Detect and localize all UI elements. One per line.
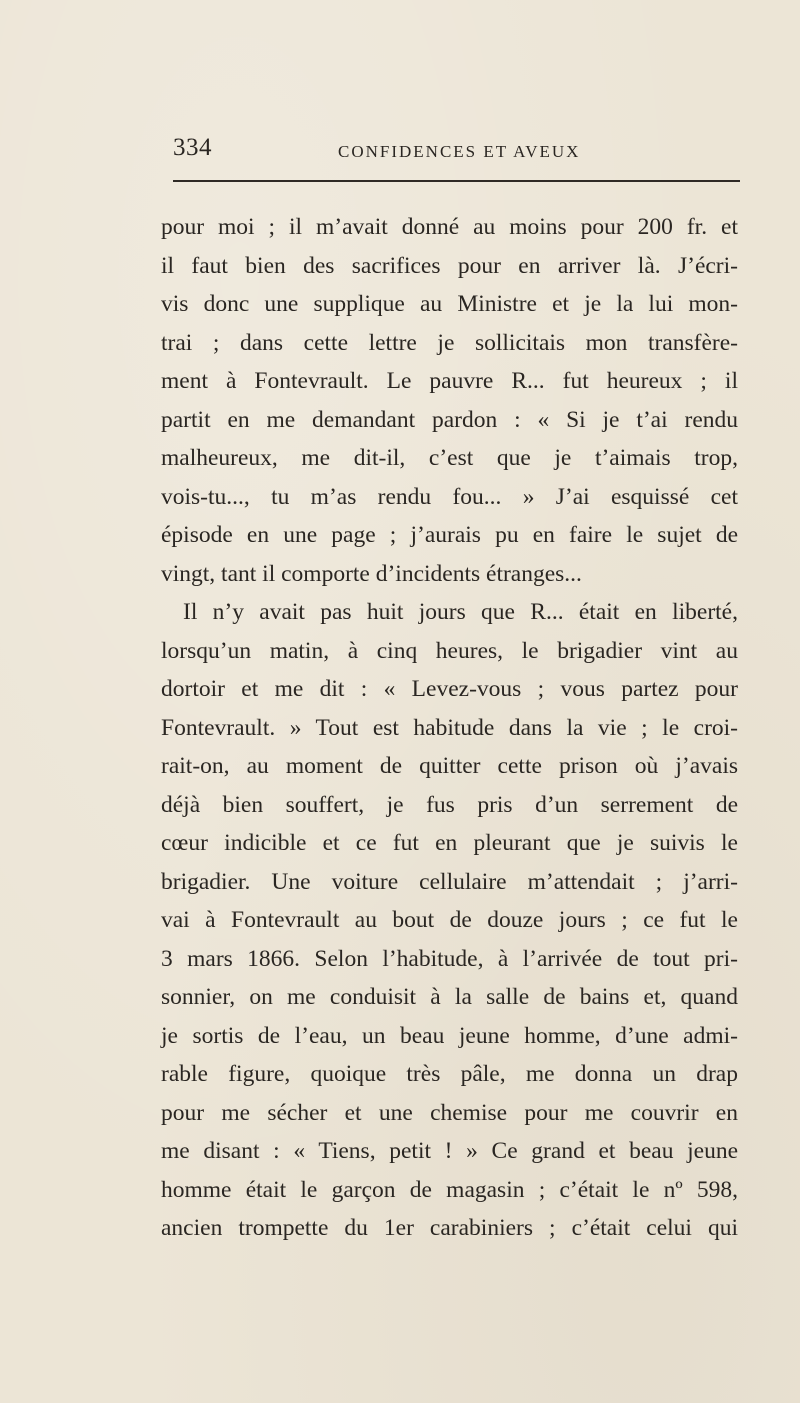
text-line: vis donc une supplique au Ministre et je la lui mon-: [161, 291, 738, 317]
text-line: déjà bien souffert, je fus pris d’un serrement de: [161, 791, 738, 818]
text-line: cœur indicible et ce fut en pleurant que je suivis le: [161, 830, 738, 856]
text-line: Fontevrault. » Tout est habitude dans la vie ; le croi-: [161, 714, 738, 741]
text-line: ment à Fontevrault. Le pauvre R... fut heureux ; il: [161, 368, 738, 394]
running-head: [173, 134, 739, 174]
text-line: vois-tu..., tu m’as rendu fou... » J’ai esquissé cet: [161, 483, 738, 510]
text-line: rable figure, quoique très pâle, me donna un drap: [161, 1061, 738, 1087]
header-rule: [173, 180, 740, 182]
text-line: 3 mars 1866. Selon l’habitude, à l’arrivée de tout pri-: [161, 945, 738, 972]
text-line: sonnier, on me conduisit à la salle de bains et, quand: [161, 984, 738, 1010]
text-line: dortoir et me dit : « Levez-vous ; vous partez pour: [161, 676, 738, 702]
text-line: brigadier. Une voiture cellulaire m’attendait ; j’arri-: [161, 868, 738, 895]
text-line: ancien trompette du 1er carabiniers ; c’était celui qui: [161, 1215, 738, 1241]
body-text: [161, 208, 738, 1248]
text-line: lorsqu’un matin, à cinq heures, le brigadier vint au: [161, 637, 738, 664]
text-line: je sortis de l’eau, un beau jeune homme, d’une admi-: [161, 1022, 738, 1049]
text-line: épisode en une page ; j’aurais pu en faire le sujet de: [161, 522, 738, 548]
text-line: partit en me demandant pardon : « Si je t’ai rendu: [161, 406, 738, 433]
text-line: pour me sécher et une chemise pour me couvrir en: [161, 1099, 738, 1126]
running-title: CONFIDENCES ET AVEUX: [338, 142, 581, 161]
text-line: vingt, tant il comporte d’incidents étranges...: [161, 560, 582, 587]
text-line: trai ; dans cette lettre je sollicitais mon transfère-: [161, 329, 738, 356]
text-line: homme était le garçon de magasin ; c’était le nº 598,: [161, 1176, 738, 1203]
text-line: Il n’y avait pas huit jours que R... était en liberté,: [183, 599, 738, 625]
text-line: me disant : « Tiens, petit ! » Ce grand et beau jeune: [161, 1138, 738, 1164]
text-line: rait-on, au moment de quitter cette prison où j’avais: [161, 753, 738, 779]
text-line: malheureux, me dit-il, c’est que je t’aimais trop,: [161, 445, 738, 471]
text-line: il faut bien des sacrifices pour en arriver là. J’écri-: [161, 252, 738, 279]
text-line: vai à Fontevrault au bout de douze jours ; ce fut le: [161, 907, 738, 933]
text-line: pour moi ; il m’avait donné au moins pour 200 fr. et: [161, 214, 738, 240]
page-number: 334: [173, 134, 212, 161]
